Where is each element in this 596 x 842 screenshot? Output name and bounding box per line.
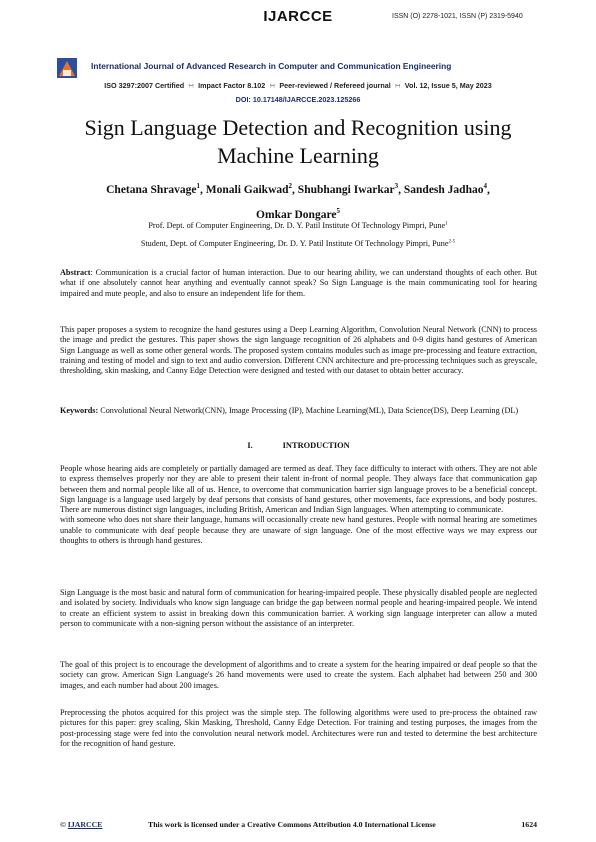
section-number: I. <box>247 441 253 450</box>
doi-link[interactable]: DOI: 10.17148/IJARCCE.2023.125266 <box>235 95 361 104</box>
journal-meta-line <box>0 81 596 90</box>
affiliation-text: Student, Dept. of Computer Engineering, Dr. D. Y. Patil Institute Of Technology Pimpri, Pune <box>140 239 449 248</box>
author-sup: 3 <box>394 182 399 190</box>
affiliation-sup: 1 <box>445 221 448 227</box>
ijarcce-logo <box>57 58 77 78</box>
iso-cert: ISO 3297:2007 Certified <box>104 81 185 90</box>
author-sup: 4 <box>483 182 487 190</box>
author-list: Chetana Shravage$^1$, Monali Gaikwad$^2$, Shubhangi Iwarkar$^3$, Sandesh Jadhao$^4$, Omkar Dongare$^5$ <box>106 182 490 221</box>
keywords-label: Keywords: <box>60 406 99 415</box>
section-heading <box>60 441 537 450</box>
title-line-1: Sign Language Detection and Recognition using <box>84 115 512 140</box>
footer-license: This work is licensed under a Creative Commons Attribution 4.0 International License <box>148 820 436 829</box>
meta-separator: ∺ <box>394 81 401 90</box>
paper-title <box>40 114 556 170</box>
author: Monali Gaikwad <box>205 183 289 196</box>
abstract-label: Abstract <box>60 268 91 277</box>
meta-separator: ∺ <box>269 81 276 90</box>
affiliation-1 <box>40 221 556 230</box>
page-number: 1624 <box>521 820 537 829</box>
abstract-paragraph-2: This paper proposes a system to recognize the hand gestures using a Deep Learning Algorithm, Convolution Neural Network (CNN) to process the image and predict the gestures. This paper shows the sign language recognition of 26 alphabets and 0-9 digits hand gestures of American Sign Language as well as some other general words. The proposed system contains modules such as image pre-processing and feature extraction, training and testing of model and sign to text and audio conversion. Different CNN architecture and pre-processing techniques such as greyscale, thresholding, skin masking, and Canny Edge Detection were designed and tested with our dataset to obtain better accuracy. <box>60 325 537 376</box>
title-line-2: Machine Learning <box>217 143 379 168</box>
meta-separator: ∺ <box>188 81 195 90</box>
keywords-text: Convolutional Neural Network(CNN), Image Processing (IP), Machine Learning(ML), Data Science(DS), Deep Learning (DL) <box>98 406 519 415</box>
affiliation-sup: 2-5 <box>448 239 456 245</box>
keywords <box>60 406 537 416</box>
volume-issue: Vol. 12, Issue 5, May 2023 <box>404 81 492 90</box>
issn: ISSN (O) 2278-1021, ISSN (P) 2319-5940 <box>392 13 523 20</box>
intro-paragraph-2: Sign Language is the most basic and natural form of communication for hearing-impaired people. These physically disabled people are neglected and isolated by society. Individuals who know sign language can bridge the gap between normal people and hearing-impaired people. We intend to create an efficient system to assist in breaking down this communication barrier. A working sign language interpreter can allow a muted person to communicate with a non-signing person without the assistance of an interpreter. <box>60 588 537 628</box>
intro-paragraph-3: The goal of this project is to encourage the development of algorithms and to create a system for the hearing impaired or deaf people so that the society can grow. American Sign Language's 26 hand movements were used to create the system. Each alphabet had between 250 and 300 images, and each number had about 200 images. <box>60 660 537 690</box>
intro-paragraph-1a: People whose hearing aids are completely or partially damaged are termed as deaf. They face difficulty to interact with others. They are not able to express themselves properly nor they are able to present their talent in-front of normal people. They always face that communication gap between them and normal people like all of us. Hence, to overcome that communication barrier sign language proves to be a beneficial concept. Sign language is a language used largely by deaf persons that consists of hand gestures, other movements, face expressions, and body postures. There are numerous distinct sign languages, including British, American and Indian Sign languages. When attempting to communicate. <box>60 464 537 515</box>
footer-copyright <box>60 820 102 829</box>
journal-abbrev: IJARCCE <box>263 8 333 25</box>
affiliation-text: Prof. Dept. of Computer Engineering, Dr. D. Y. Patil Institute Of Technology Pimpri, Pune <box>148 221 446 230</box>
author-sup: 5 <box>336 206 340 215</box>
author: Shubhangi Iwarkar <box>297 183 395 196</box>
footer-journal-link[interactable]: IJARCCE <box>67 820 103 829</box>
abstract <box>60 268 537 299</box>
author: Omkar Dongare <box>256 208 337 221</box>
affiliation-2 <box>40 239 556 248</box>
author: Sandesh Jadhao <box>403 183 484 196</box>
abstract-text: : Communication is a crucial factor of human interaction. Due to our hearing ability, we can understand thoughts of each other. But what if one absolutely cannot hear anything and eventually cannot speak? So Sign Language is the main communicating tool for hearing impaired and mute people, and also to ensure an independent life for them. <box>60 268 537 298</box>
section-title: INTRODUCTION <box>282 441 350 450</box>
peer-review: Peer-reviewed / Refereed journal <box>279 81 391 90</box>
impact-factor: Impact Factor 8.102 <box>198 81 266 90</box>
author-sup: 2 <box>288 182 293 190</box>
intro-paragraph-1 <box>60 464 537 546</box>
intro-paragraph-1b: with someone who does not share their language, humans will occasionally create new hand gestures. People with normal hearing are sometimes unable to communicate with deaf people because they are unaware of sign language. One of the most effective ways we may express our thoughts to others is through hand gestures. <box>60 515 537 546</box>
intro-paragraph-4: Preprocessing the photos acquired for this project was the simple step. The following algorithms were used to pre-process the obtained raw pictures for this paper: grey scaling, Skin Masking, Threshold, Canny Edge Detection. For training and testing purposes, the images from the post-processing stage were fed into the convolution neural network model. Architectures were run and tested to determine the best architecture for the recognition of hand gesture. <box>60 708 537 748</box>
copyright-icon: © <box>60 820 66 829</box>
author: Chetana Shravage <box>106 183 197 196</box>
author-sup: 1 <box>196 182 201 190</box>
journal-name: International Journal of Advanced Research in Computer and Communication Engineering <box>91 61 452 71</box>
